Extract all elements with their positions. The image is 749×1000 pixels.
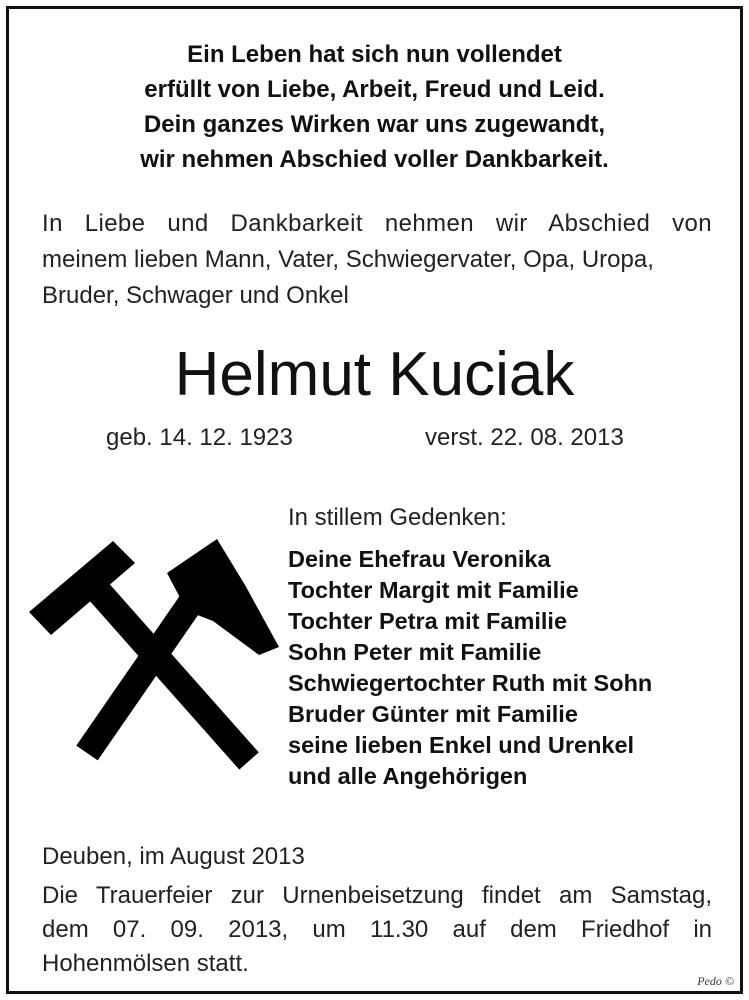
intro-line: In Liebe und Dankbarkeit nehmen wir Abschied von: [42, 210, 712, 237]
birth-date: geb. 14. 12. 1923: [106, 424, 293, 451]
designer-credit: Pedo ©: [697, 974, 734, 988]
memorial-verse: [9, 37, 740, 177]
funeral-notice: [42, 879, 712, 981]
verse-line: Ein Leben hat sich nun vollendet: [187, 41, 562, 68]
memory-heading: In stillem Gedenken:: [288, 504, 507, 531]
intro-line: Bruder, Schwager und Onkel: [42, 282, 349, 309]
verse-line: erfüllt von Liebe, Arbeit, Freud und Leid.: [144, 76, 605, 103]
verse-line: Dein ganzes Wirken war uns zugewandt,: [143, 111, 606, 138]
intro-line: meinem lieben Mann, Vater, Schwiegervater, Opa, Uropa,: [42, 246, 654, 273]
place-date: Deuben, im August 2013: [42, 843, 305, 870]
funeral-line: Die Trauerfeier zur Urnenbeisetzung findet am Samstag,: [42, 882, 712, 909]
funeral-line: dem 07. 09. 2013, um 11.30 auf dem Friedhof in: [42, 916, 712, 943]
intro-text: [42, 206, 712, 314]
mourner-line: seine lieben Enkel und Urenkel: [288, 732, 635, 758]
funeral-line: Hohenmölsen statt.: [42, 950, 249, 977]
obituary-frame: [6, 6, 743, 994]
mourner-line: Tochter Petra mit Familie: [288, 608, 568, 634]
mourner-line: Deine Ehefrau Veronika: [288, 546, 551, 572]
death-date: verst. 22. 08. 2013: [425, 424, 624, 451]
verse-line: wir nehmen Abschied voller Dankbarkeit.: [140, 146, 609, 173]
mourner-line: Schwiegertochter Ruth mit Sohn: [288, 670, 653, 696]
mourner-line: Sohn Peter mit Familie: [288, 639, 542, 665]
deceased-name: Helmut Kuciak: [174, 340, 575, 409]
mourner-line: und alle Angehörigen: [288, 763, 528, 789]
hammer-and-pick-icon: [23, 537, 279, 777]
mourners-list: [288, 544, 652, 792]
mourner-line: Tochter Margit mit Familie: [288, 577, 579, 603]
mourner-line: Bruder Günter mit Familie: [288, 701, 578, 727]
